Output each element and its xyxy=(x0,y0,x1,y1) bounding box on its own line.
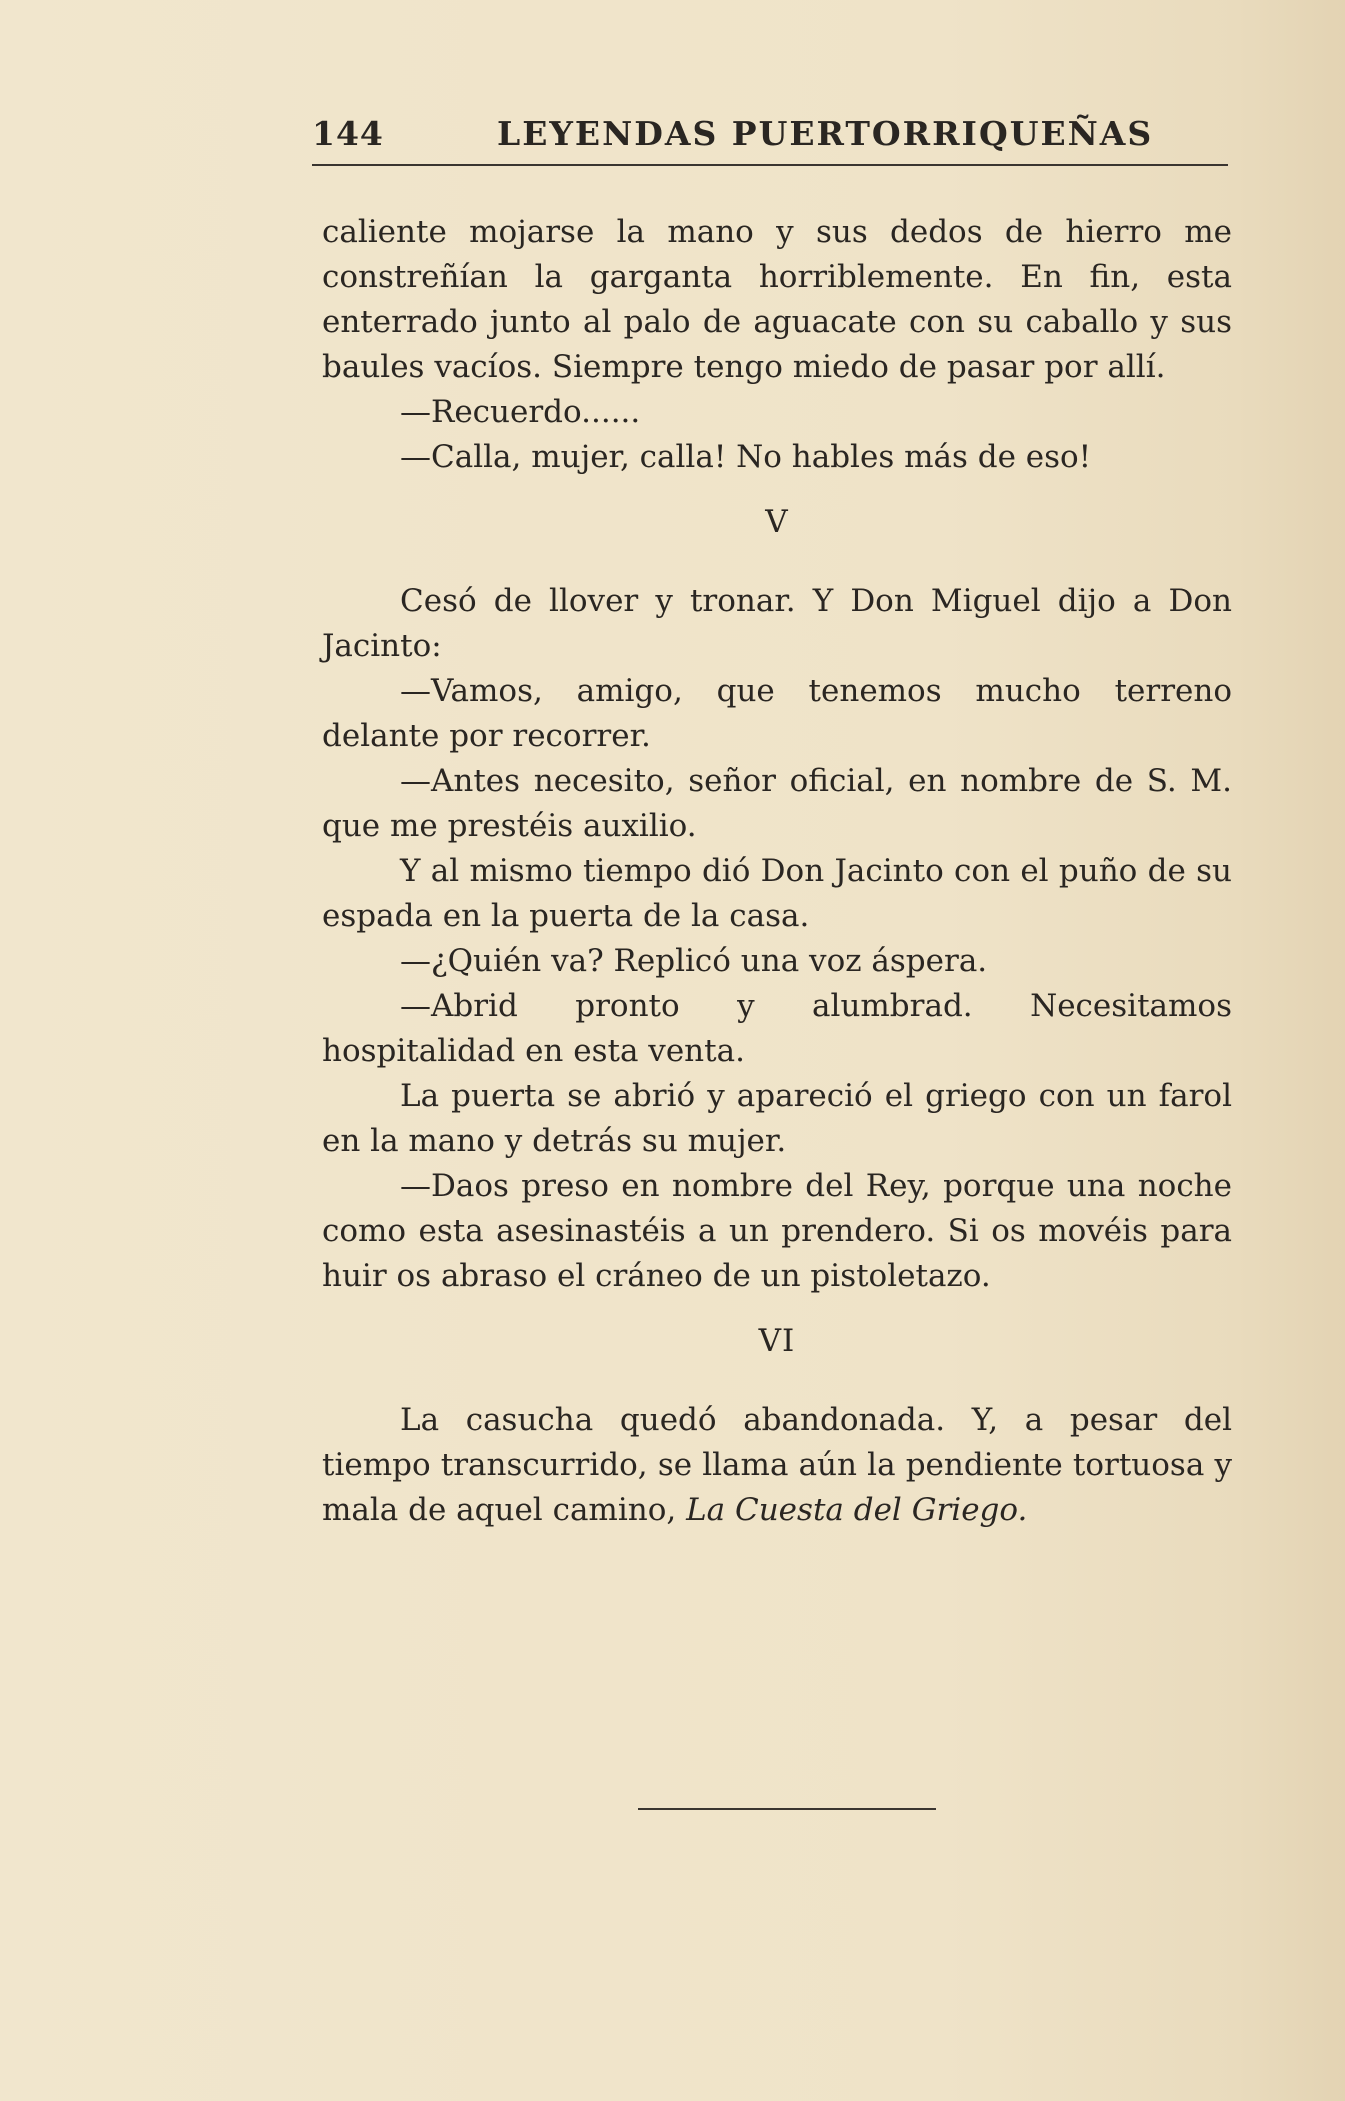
dialogue-line: —Calla, mujer, calla! No hables más de eso! xyxy=(400,439,1092,475)
page-number: 144 xyxy=(312,114,384,153)
closing-paragraph xyxy=(322,1398,1232,1533)
dialogue-line: —¿Quién va? Replicó una voz áspera. xyxy=(400,943,988,979)
page-body xyxy=(322,210,1232,1533)
dialogue-line: —Antes necesito, señor oficial, en nombre de S. M. que me prestéis auxilio. xyxy=(322,763,1232,844)
dialogue-line: —Abrid pronto y alumbrad. Necesitamos hospitalidad en esta venta. xyxy=(322,988,1232,1069)
closing-paragraph-text: La casucha quedó abandonada. Y, a pesar del tiempo transcurrido, se llama aún la pendiente tortuosa y mala de aquel camino, xyxy=(322,1402,1232,1528)
paragraph: Y al mismo tiempo dió Don Jacinto con el puño de su espada en la puerta de la casa. xyxy=(322,853,1232,934)
dialogue-line: —Daos preso en nombre del Rey, porque una noche como esta asesinastéis a un prendero. Si os movéis para huir os abraso el cráneo de un pistoletazo. xyxy=(322,1168,1232,1294)
paragraph: Cesó de llover y tronar. Y Don Miguel dijo a Don Jacinto: xyxy=(322,583,1232,664)
section-heading-v: V xyxy=(765,504,789,540)
paragraph: La puerta se abrió y apareció el griego con un farol en la mano y detrás su mujer. xyxy=(322,1078,1232,1159)
dialogue-line: —Vamos, amigo, que tenemos mucho terreno delante por recorrer. xyxy=(322,673,1232,754)
end-rule xyxy=(638,1808,936,1810)
paragraph-continued: caliente mojarse la mano y sus dedos de hierro me constreñían la garganta horriblemente. En fin, esta enterrado junto al palo de aguacate con su caballo y sus baules vacíos. Siempre tengo miedo de pasar por allí. xyxy=(322,214,1232,385)
header-rule xyxy=(312,164,1228,166)
dialogue-line: —Recuerdo...... xyxy=(400,394,641,430)
section-heading-vi: VI xyxy=(758,1323,796,1359)
place-name-italic: La Cuesta del Griego. xyxy=(686,1492,1028,1528)
page-header xyxy=(312,108,1228,160)
running-title: LEYENDAS PUERTORRIQUEÑAS xyxy=(497,114,1154,153)
